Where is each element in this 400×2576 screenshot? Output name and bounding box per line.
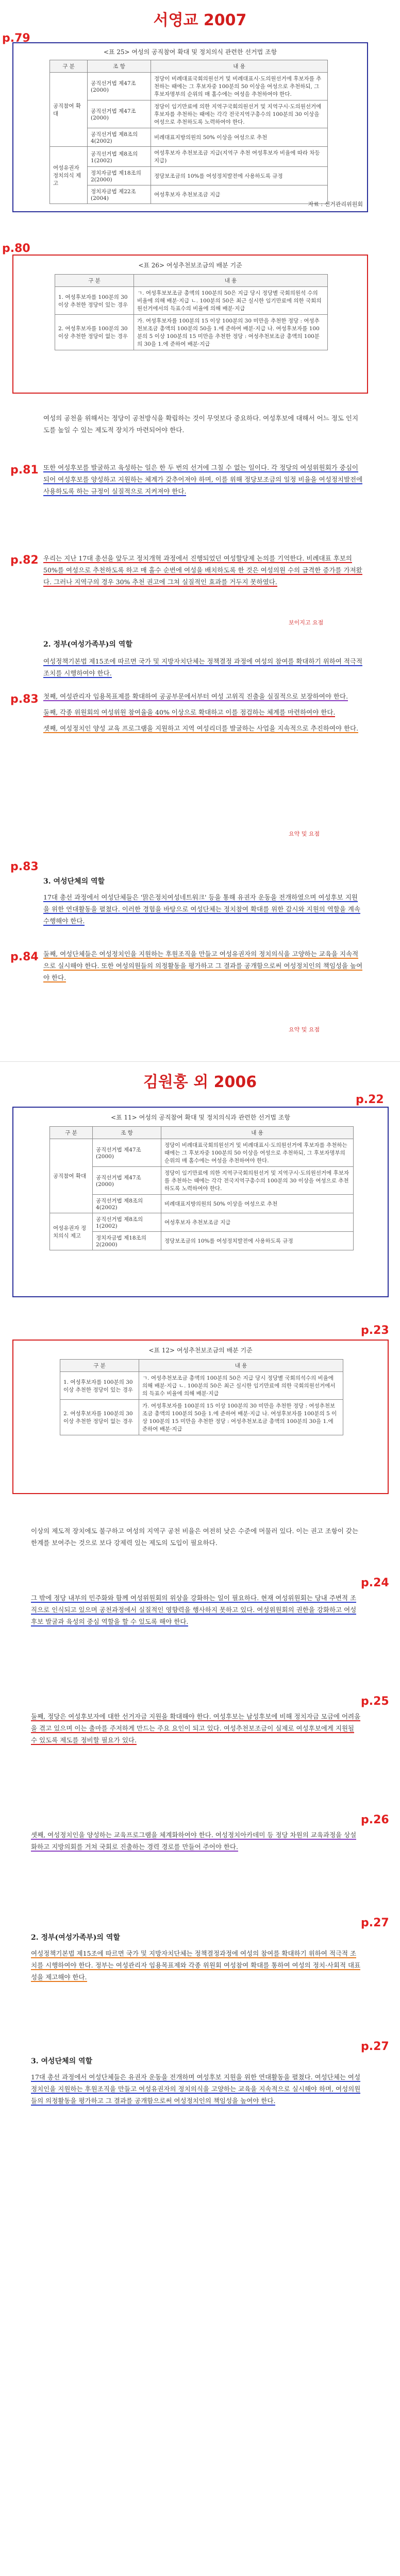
col-header: 내 용 xyxy=(161,1127,354,1139)
table-box-p22 xyxy=(12,1107,389,1297)
col-header: 내 용 xyxy=(134,275,328,287)
table-row xyxy=(55,287,328,315)
subsidy-table xyxy=(60,1359,343,1435)
page-label-27: p.27 xyxy=(361,1917,389,1929)
section-heading: 2. 정부(여성가족부)의 역할 xyxy=(43,640,132,649)
table-cell: 가. 여성후보자를 100분의 15 이상 100분의 30 미만을 추천한 정당 : 여성추천보조금 총액의 100분의 50을 1.에 준하여 배분·지급 나. 여성후보자를 100분의 5 이상 100분의 15 미만을 추천한 정당 : 여성추천보조금 총액의 100분의 30을 1.에 준하여 배분·지급 xyxy=(134,315,328,350)
paragraph xyxy=(31,1710,361,1750)
table-note: 자료 : 선거관리위원회 xyxy=(308,201,363,208)
table-row xyxy=(50,128,328,147)
table-row xyxy=(60,1400,343,1435)
page-label-79: p.79 xyxy=(2,32,30,45)
doc1-title: 서영교 2007 xyxy=(153,11,247,29)
table-row xyxy=(50,100,328,128)
paragraph xyxy=(43,552,363,592)
table-cell: 공직선거법 제8조의1(2002) xyxy=(88,147,151,167)
paragraph xyxy=(43,655,363,683)
table-box-p79 xyxy=(12,42,368,212)
paragraph xyxy=(43,462,363,501)
table-cell: 공직선거법 제8조의1(2002) xyxy=(93,1213,161,1232)
col-header: 구 분 xyxy=(55,275,134,287)
paragraph-text: 여성의 공천을 위해서는 정당이 공천방식을 확립하는 것이 무엇보다 중요하다. 여성후보에 대해서 어느 정도 인지도를 높일 수 있는 제도적 장치가 마련되어야 한다. xyxy=(43,414,359,434)
page-label-83: p.83 xyxy=(10,693,39,706)
table-cell: 여성후보자 추천보조금 지급 xyxy=(151,185,328,204)
table-row xyxy=(50,1139,354,1167)
table-cell: 공직선거법 제47조(2000) xyxy=(88,73,151,100)
paragraph-text: 이상의 제도적 장치에도 불구하고 여성의 지역구 공천 비율은 여전히 낮은 수준에 머물러 있다. 이는 권고 조항이 갖는 한계를 보여주는 것으로 보다 강제력 있는 제도의 도입이 필요하다. xyxy=(31,1527,359,1547)
table-row xyxy=(50,73,328,100)
table-caption: <표 12> 여성추천보조금의 배분 기준 xyxy=(148,1347,253,1354)
table-row xyxy=(60,1372,343,1400)
table-cell: 정치자금법 제18조의2(2000) xyxy=(88,167,151,185)
highlighted-text: 또한 여성후보를 발굴하고 육성하는 일은 한 두 번의 선거에 그칠 수 없는 일이다. 각 정당의 여성위원회가 중심이 되어 여성후보를 양성하고 지원하는 체계가 갖추어져야 하며, 이를 위해 정당보조금의 일정 비율을 여성정치발전에 사용하도록 하는 규정이 실질적으로 지켜져야 한다. xyxy=(43,464,363,495)
annotation: 요약 및 요점 xyxy=(289,831,320,837)
col-header: 내 용 xyxy=(151,60,328,73)
table-cell: 2. 여성후보자를 100분의 30 이상 추천한 정당이 없는 경우 xyxy=(55,315,134,350)
page-label-84: p.84 xyxy=(10,951,39,963)
election-law-table xyxy=(49,1126,354,1250)
table-box-p23 xyxy=(12,1340,389,1494)
col-header: 구 분 xyxy=(50,60,88,73)
table-row xyxy=(50,167,328,185)
annotation: 요약 및 요점 xyxy=(289,1026,320,1033)
table-cell: 공직선거법 제8조의4(2002) xyxy=(88,128,151,147)
table-row xyxy=(50,185,328,204)
page-label-83b: p.83 xyxy=(10,860,39,873)
highlighted-text: 17대 총선 과정에서 여성단체들은 '맑은정치여성네트워크' 등을 통해 유권자 운동을 전개하였으며 여성후보 지원을 위한 연대활동을 펼쳤다. 이러한 경험을 바탕으로 여성단체는 정치참여 확대를 위한 감시와 지원의 역할을 계속 수행해야 한다. xyxy=(43,893,361,925)
election-law-table xyxy=(49,60,328,204)
table-row xyxy=(50,147,328,167)
table-cell: ㄱ. 여성추천보조금 총액의 100분의 50은 지급 당시 정당별 국회의석수의 비율에 의해 배분·지급 ㄴ. 100분의 50은 최근 실시한 임기만료에 의한 국회의원선거에서의 득표수 비율에 의해 배분·지급 xyxy=(139,1372,343,1400)
highlighted-text: 둘째, 정당은 여성후보자에 대한 선거자금 지원을 확대해야 한다. 여성후보는 남성후보에 비해 정치자금 모금에 어려움을 겪고 있으며 이는 출마를 주저하게 만드는 주요 요인이 되고 있다. 여성추천보조금이 실제로 여성후보에게 지원될 수 있도록 제도를 정비할 필요가 있다. xyxy=(31,1713,361,1744)
section-heading: 3. 여성단체의 역할 xyxy=(43,877,105,886)
table-cell: ㄱ. 여성후보보조금 총액의 100분의 50은 지급 당시 정당별 국회의원석 수의 비율에 의해 배분·지급 ㄴ. 100분의 50은 최근 실시한 임기만료에 의한 국회의원선거에서의 득표수의 비율에 의해 배분·지급 xyxy=(134,287,328,315)
page-label-80: p.80 xyxy=(2,242,30,255)
paragraph xyxy=(31,1947,361,1987)
table-row xyxy=(55,315,328,350)
paragraph xyxy=(31,1525,361,1553)
page-label-82: p.82 xyxy=(10,554,39,567)
table-caption: <표 11> 여성의 공직참여 확대 및 정치의식과 관련한 선거법 조항 xyxy=(111,1114,290,1121)
table-row xyxy=(50,1232,354,1250)
paragraph xyxy=(43,891,363,931)
highlighted-text: 셋째, 여성정치인을 양성하는 교육프로그램을 체계화하여야 한다. 여성정치아카데미 등 정당 차원의 교육과정을 상설화하고 지방의회를 거쳐 국회로 진출하는 경력 경로를 만들어 주어야 한다. xyxy=(31,1831,357,1851)
highlighted-text: 우리는 지난 17대 총선을 앞두고 정치개혁 과정에서 진행되었던 여성할당제 논의를 기억한다. 비례대표 후보의 50%를 여성으로 추천하도록 하고 매 홀수 순번에 여성을 배치하도록 한 것은 여성의원 수의 급격한 증가를 가져왔다. 그러나 지역구의 경우 30% 추천 권고에 그쳐 실질적인 효과를 거두지 못하였다. xyxy=(43,554,362,586)
page-label-81: p.81 xyxy=(10,464,39,477)
table-caption: <표 25> 여성의 공직참여 확대 및 정치의식 관련한 선거법 조항 xyxy=(103,48,277,56)
paragraph xyxy=(31,1829,361,1857)
col-header: 조 항 xyxy=(88,60,151,73)
table-cell: 여성유권자 정치의식 제고 xyxy=(50,1213,93,1250)
table-cell: 정당이 비례대표국회의원선거 및 비례대표시·도의원선거에 후보자를 추천하는 때에는 그 후보자중 100분의 50 이상을 여성으로 추천하되, 그 후보자명부의 순위의 매 홀수에는 여성을 추천하여야 한다. xyxy=(161,1139,354,1167)
table-cell: 정치자금법 제18조의2(2000) xyxy=(93,1232,161,1250)
highlighted-text: 여성정책기본법 제15조에 따르면 국가 및 지방자치단체는 정책결정과정에 여성의 참여를 확대하기 위하여 적극적 조치를 시행하여야 한다. 정부는 여성관리자 임용목표제와 각종 위원회 여성참여 확대를 통하여 여성의 정치·사회적 대표성을 제고해야 한다. xyxy=(31,1950,361,1981)
table-row xyxy=(50,1167,354,1195)
table-cell: 2. 여성후보자를 100분의 30 이상 추천한 정당이 없는 경우 xyxy=(60,1400,139,1435)
table-row xyxy=(50,1195,354,1213)
table-cell: 비례대표지방의원의 50% 이상을 여성으로 추천 xyxy=(161,1195,354,1213)
paragraph xyxy=(43,690,363,738)
table-cell: 정당이 임기만료에 의한 지역구국회의원선거 및 지역구시·도의원선거에 후보자를 추천하는 때에는 각각 전국지역구총수의 100분의 30 이상을 여성으로 추천하도록 노력하여야 한다. xyxy=(161,1167,354,1195)
table-cell: 1. 여성후보자를 100분의 30 이상 추천한 정당이 있는 경우 xyxy=(55,287,134,315)
table-cell: 공직선거법 제8조의4(2002) xyxy=(93,1195,161,1213)
page-label-22: p.22 xyxy=(356,1093,384,1106)
table-cell: 정치자금법 제22조(2004) xyxy=(88,185,151,204)
highlighted-text: 둘째, 여성단체들은 여성정치인을 지원하는 후원조직을 만들고 여성유권자의 정치의식을 고양하는 교육을 지속적으로 실시해야 한다. 또한 여성의원들의 의정활동을 평가하고 그 결과를 공개함으로써 여성정치인의 책임성을 높여야 한다. xyxy=(43,950,363,981)
col-header: 구 분 xyxy=(50,1127,93,1139)
paragraph xyxy=(43,948,363,988)
highlighted-text: 여성정책기본법 제15조에 따르면 국가 및 지방자치단체는 정책결정 과정에 여성의 참여를 확대하기 위하여 적극적 조치를 시행하여야 한다. xyxy=(43,657,363,677)
table-cell: 가. 여성후보자를 100분의 15 이상 100분의 30 미만을 추천한 정당 : 여성추천보조금 총액의 100분의 50을 1.에 준하여 배분·지급 나. 여성후보자를 100분의 5 이상 100분의 15 미만을 추천한 정당 : 여성추천보조금 총액의 100분의 30을 1.에 준하여 배분·지급 xyxy=(139,1400,343,1435)
table-cell: 공직선거법 제47조(2000) xyxy=(88,100,151,128)
table-cell: 정당이 임기만료에 의한 지역구국회의원선거 및 지역구시·도의원선거에 후보자를 추천하는 때에는 각각 전국지역구총수의 100분의 30 이상을 여성으로 추천하도록 노력하여야 한다. xyxy=(151,100,328,128)
table-box-p80 xyxy=(12,255,368,394)
table-cell: 정당이 비례대표국회의원선거 및 비례대표시·도의원선거에 후보자를 추천하는 때에는 그 후보자중 100분의 50 이상을 여성으로 추천하되, 그 후보자명부의 순위의 매 홀수에는 여성을 추천하여야 한다. xyxy=(151,73,328,100)
subsidy-table xyxy=(55,274,328,350)
list-item: 셋째, 여성정치인 양성 교육 프로그램을 지원하고 지역 여성리더를 발굴하는 사업을 지속적으로 추진하여야 한다. xyxy=(43,724,359,732)
section-heading: 3. 여성단체의 역할 xyxy=(31,2057,93,2065)
table-cell: 공직선거법 제47조(2000) xyxy=(93,1167,161,1195)
table-cell: 여성후보자 추천보조금 지급(지역구 추천 여성후보자 비율에 따라 차등지급) xyxy=(151,147,328,167)
highlighted-text: 그 밖에 정당 내부의 민주화와 함께 여성위원회의 위상을 강화하는 일이 필요하다. 현재 여성위원회는 당내 주변적 조직으로 인식되고 있으며 공천과정에서 실질적인 영향력을 행사하지 못하고 있다. 여성위원회의 권한을 강화하고 여성후보 발굴과 육성의 중심 역할을 할 수 있도록 해야 한다. xyxy=(31,1594,357,1625)
divider xyxy=(0,1061,400,1062)
annotation: 보이지고 요점 xyxy=(289,619,324,626)
page-label-25: p.25 xyxy=(361,1695,389,1708)
section-heading: 2. 정부(여성가족부)의 역할 xyxy=(31,1934,120,1942)
table-cell: 정당보조금의 10%를 여성정치발전에 사용하도록 규정 xyxy=(151,167,328,185)
table-cell: 여성유권자 정치의식 제고 xyxy=(50,147,88,204)
page-label-24: p.24 xyxy=(361,1577,389,1589)
table-cell: 1. 여성후보자를 100분의 30 이상 추천한 정당이 있는 경우 xyxy=(60,1372,139,1400)
table-cell: 비례대표지방의원의 50% 이상을 여성으로 추천 xyxy=(151,128,328,147)
table-caption: <표 26> 여성추천보조금의 배분 기준 xyxy=(138,262,242,269)
table-cell: 공직참여 확대 xyxy=(50,1139,93,1213)
paragraph xyxy=(31,1592,361,1632)
col-header: 구 분 xyxy=(60,1360,139,1372)
paragraph xyxy=(31,2071,361,2111)
table-cell: 정당보조금의 10%를 여성정치발전에 사용하도록 규정 xyxy=(161,1232,354,1250)
list-item: 첫째, 여성관리자 임용목표제를 확대하여 공공부문에서부터 여성 고위직 진출을 실질적으로 보장하여야 한다. xyxy=(43,692,348,700)
table-cell: 공직참여 확대 xyxy=(50,73,88,147)
table-row xyxy=(50,1213,354,1232)
page-label-26: p.26 xyxy=(361,1814,389,1826)
col-header: 조 항 xyxy=(93,1127,161,1139)
page-label-27b: p.27 xyxy=(361,2040,389,2053)
doc2-title: 김원홍 외 2006 xyxy=(143,1073,257,1091)
highlighted-text: 17대 총선 과정에서 여성단체들은 유권자 운동을 전개하며 여성후보 지원을 위한 연대활동을 펼쳤다. 여성단체는 여성정치인을 지원하는 후원조직을 만들고 여성유권자의 정치의식을 고양하는 교육을 지속적으로 실시해야 하며, 여성의원들의 의정활동을 평가하고 그 결과를 공개함으로써 여성정치인의 책임성을 높여야 한다. xyxy=(31,2073,361,2105)
page-label-23: p.23 xyxy=(361,1324,389,1337)
table-cell: 여성후보자 추천보조금 지급 xyxy=(161,1213,354,1232)
table-cell: 공직선거법 제47조(2000) xyxy=(93,1139,161,1167)
col-header: 내 용 xyxy=(139,1360,343,1372)
paragraph xyxy=(43,412,363,440)
list-item: 둘째, 각종 위원회의 여성위원 참여율을 40% 이상으로 확대하고 이를 점검하는 체계를 마련하여야 한다. xyxy=(43,708,336,716)
